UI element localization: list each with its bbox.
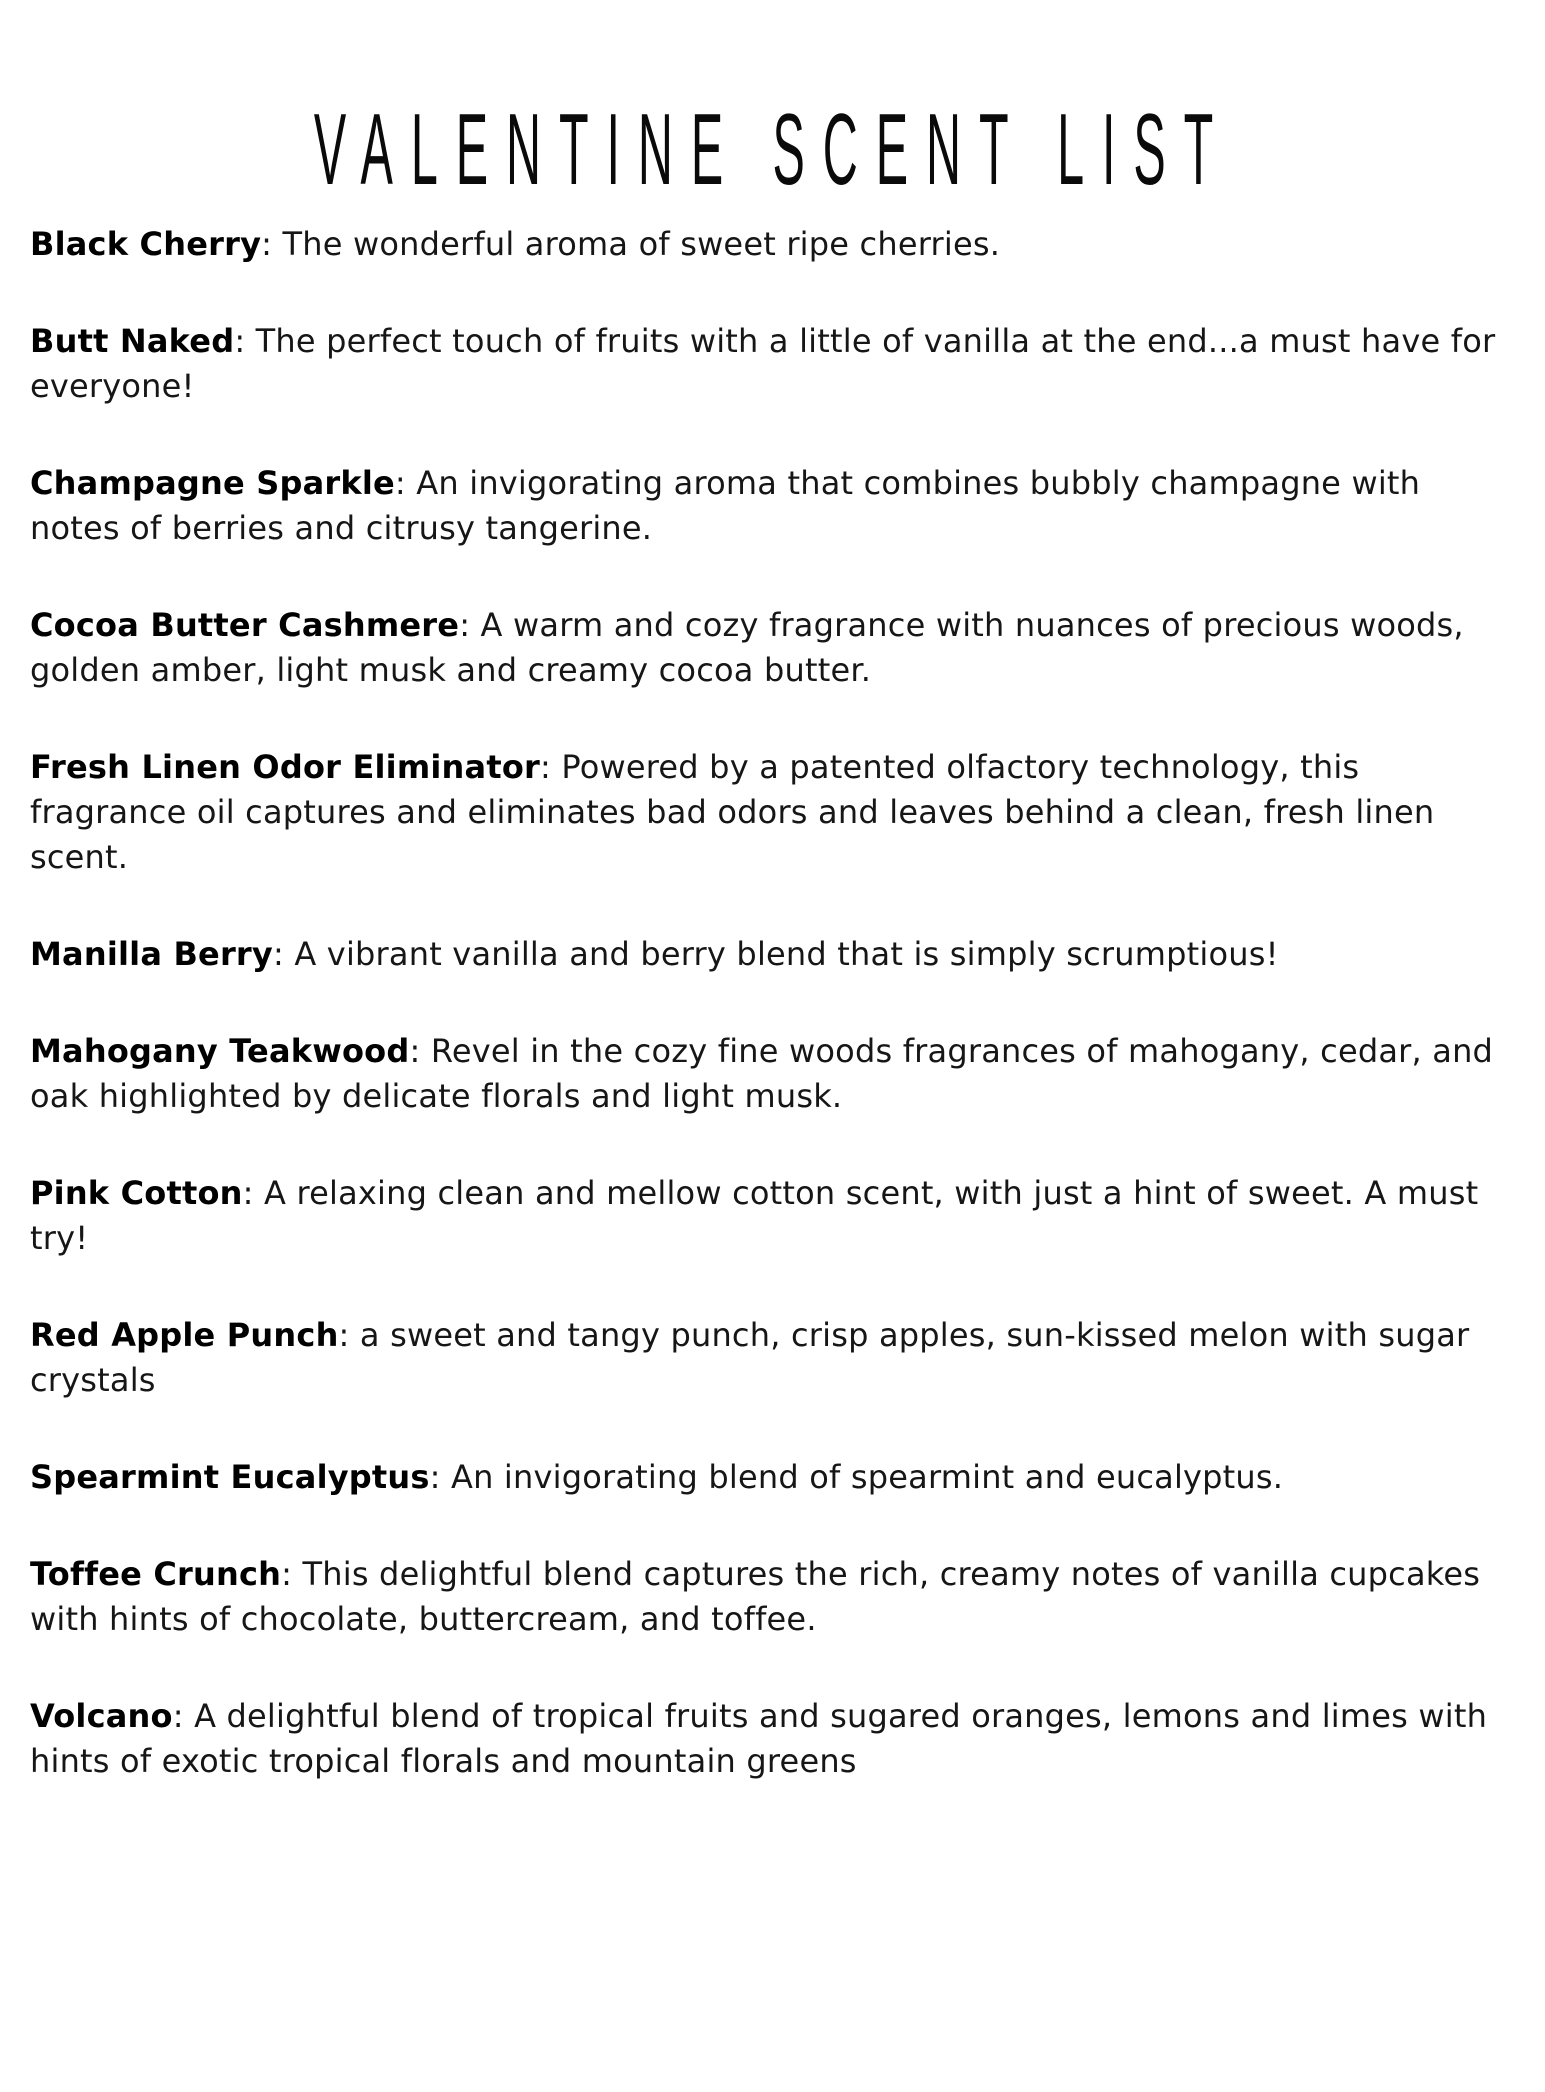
scent-name-separator: :: [281, 1555, 303, 1594]
scent-name-separator: :: [459, 606, 481, 645]
scent-name: Black Cherry: [30, 225, 262, 264]
scent-name-separator: :: [261, 225, 283, 264]
scent-entry: [30, 319, 1515, 409]
scent-description: An invigorating aroma that combines bubbly champagne with notes of berries and citrusy tangerine.: [30, 464, 1421, 548]
scent-name: Cocoa Butter Cashmere: [30, 606, 460, 645]
scent-description: A vibrant vanilla and berry blend that is simply scrumptious!: [294, 935, 1279, 974]
scent-description: a sweet and tangy punch, crisp apples, sun-kissed melon with sugar crystals: [30, 1316, 1470, 1400]
scent-name-separator: :: [429, 1458, 451, 1497]
scent-entry: [30, 745, 1515, 880]
title-container: [30, 92, 1515, 208]
scent-name-separator: :: [409, 1032, 431, 1071]
scent-name-separator: :: [394, 464, 417, 503]
scent-description: A relaxing clean and mellow cotton scent, with just a hint of sweet. A must try!: [30, 1174, 1479, 1258]
scent-description: The wonderful aroma of sweet ripe cherries.: [282, 225, 1001, 264]
scent-name: Mahogany Teakwood: [30, 1032, 410, 1071]
scent-name: Red Apple Punch: [30, 1316, 339, 1355]
scent-name-separator: :: [234, 322, 256, 361]
scent-name-separator: :: [338, 1316, 360, 1355]
scent-name-separator: :: [540, 748, 562, 787]
scent-description: A warm and cozy fragrance with nuances of precious woods, golden amber, light musk and creamy cocoa butter.: [30, 606, 1464, 690]
scent-description: An invigorating blend of spearmint and eucalyptus.: [450, 1458, 1284, 1497]
scent-name: Butt Naked: [30, 322, 235, 361]
scent-name: Toffee Crunch: [30, 1555, 282, 1594]
scent-entry: [30, 1455, 1515, 1500]
scent-description: A delightful blend of tropical fruits and sugared oranges, lemons and limes with hints of exotic tropical florals and mountain greens: [30, 1697, 1488, 1781]
scent-entry: [30, 1694, 1515, 1784]
scent-entry: [30, 222, 1515, 267]
scent-entry: [30, 1029, 1515, 1119]
scent-entry: [30, 1552, 1515, 1642]
scent-description: Revel in the cozy fine woods fragrances of mahogany, cedar, and oak highlighted by delicate florals and light musk.: [30, 1032, 1494, 1116]
scent-name-separator: :: [242, 1174, 265, 1213]
scent-description: The perfect touch of fruits with a little of vanilla at the end...a must have for everyone!: [30, 322, 1496, 406]
scent-entry: [30, 1313, 1515, 1403]
scent-name: Fresh Linen Odor Eliminator: [30, 748, 540, 787]
scent-name: Champagne Sparkle: [30, 464, 395, 503]
scent-name-separator: :: [272, 935, 295, 974]
scent-name: Pink Cotton: [30, 1174, 243, 1213]
scent-description: This delightful blend captures the rich, creamy notes of vanilla cupcakes with hints of chocolate, buttercream, and toffee.: [30, 1555, 1481, 1639]
scent-entry: [30, 461, 1515, 551]
page-title: VALENTINE SCENT LIST: [313, 94, 1232, 206]
scent-name: Manilla Berry: [30, 935, 273, 974]
scent-list-page: [0, 92, 1545, 2092]
scent-name: Volcano: [30, 1697, 173, 1736]
scent-name-separator: :: [172, 1697, 195, 1736]
scent-description: Powered by a patented olfactory technology, this fragrance oil captures and eliminates bad odors and leaves behind a clean, fresh linen scent.: [30, 748, 1435, 877]
scent-entry: [30, 603, 1515, 693]
scent-entry: [30, 1171, 1515, 1261]
scent-entry: [30, 932, 1515, 977]
scent-list: [30, 222, 1515, 1784]
scent-name: Spearmint Eucalyptus: [30, 1458, 430, 1497]
